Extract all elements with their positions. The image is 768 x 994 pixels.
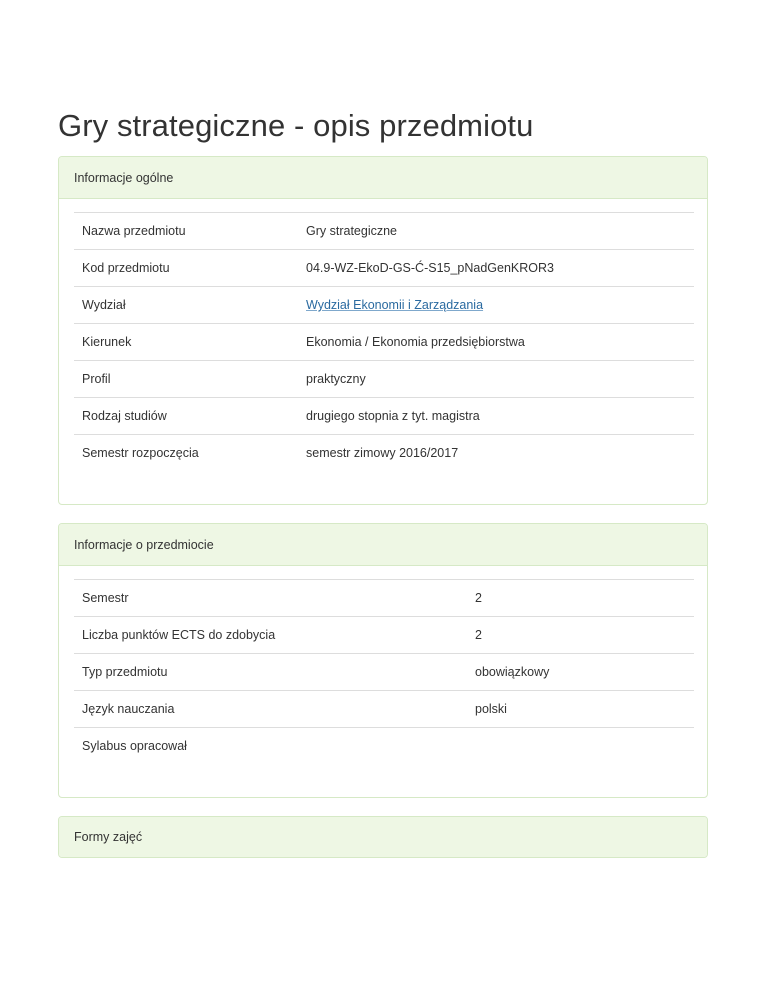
row-value-syllabus-author (467, 728, 694, 765)
table-row (74, 728, 694, 765)
row-label-profile: Profil (74, 361, 298, 398)
row-value-course-name: Gry strategiczne (298, 213, 694, 250)
row-label-course-code: Kod przedmiotu (74, 250, 298, 287)
row-value-start-semester: semestr zimowy 2016/2017 (298, 435, 694, 472)
row-label-course-name: Nazwa przedmiotu (74, 213, 298, 250)
row-value-ects: 2 (467, 617, 694, 654)
row-value-course-type: obowiązkowy (467, 654, 694, 691)
row-label-study-type: Rodzaj studiów (74, 398, 298, 435)
table-row (74, 213, 694, 250)
table-row (74, 361, 694, 398)
faculty-link[interactable]: Wydział Ekonomii i Zarządzania (306, 298, 484, 312)
class-forms-panel (58, 816, 708, 858)
table-row (74, 398, 694, 435)
general-info-table (74, 212, 694, 472)
row-label-course-type: Typ przedmiotu (74, 654, 467, 691)
row-label-faculty: Wydział (74, 287, 298, 324)
row-label-ects: Liczba punktów ECTS do zdobycia (74, 617, 467, 654)
class-forms-heading: Formy zajęć (59, 817, 707, 857)
row-label-start-semester: Semestr rozpoczęcia (74, 435, 298, 472)
table-row (74, 287, 694, 324)
row-value-language: polski (467, 691, 694, 728)
row-label-semester: Semestr (74, 580, 467, 617)
general-info-body (59, 199, 707, 472)
general-info-heading: Informacje ogólne (59, 157, 707, 199)
table-row (74, 580, 694, 617)
table-row (74, 250, 694, 287)
row-value-study-type: drugiego stopnia z tyt. magistra (298, 398, 694, 435)
table-row (74, 435, 694, 472)
row-value-field: Ekonomia / Ekonomia przedsiębiorstwa (298, 324, 694, 361)
page-title: Gry strategiczne - opis przedmiotu (58, 108, 534, 143)
row-value-course-code: 04.9-WZ-EkoD-GS-Ć-S15_pNadGenKROR3 (298, 250, 694, 287)
row-label-language: Język nauczania (74, 691, 467, 728)
course-info-heading: Informacje o przedmiocie (59, 524, 707, 566)
row-value-faculty (298, 287, 694, 324)
table-row (74, 617, 694, 654)
course-info-body (59, 566, 707, 765)
row-value-semester: 2 (467, 580, 694, 617)
course-info-table (74, 579, 694, 765)
row-label-field: Kierunek (74, 324, 298, 361)
general-info-panel (58, 156, 708, 505)
table-row (74, 324, 694, 361)
row-label-syllabus-author: Sylabus opracował (74, 728, 467, 765)
course-info-panel (58, 523, 708, 798)
row-value-profile: praktyczny (298, 361, 694, 398)
table-row (74, 654, 694, 691)
table-row (74, 691, 694, 728)
